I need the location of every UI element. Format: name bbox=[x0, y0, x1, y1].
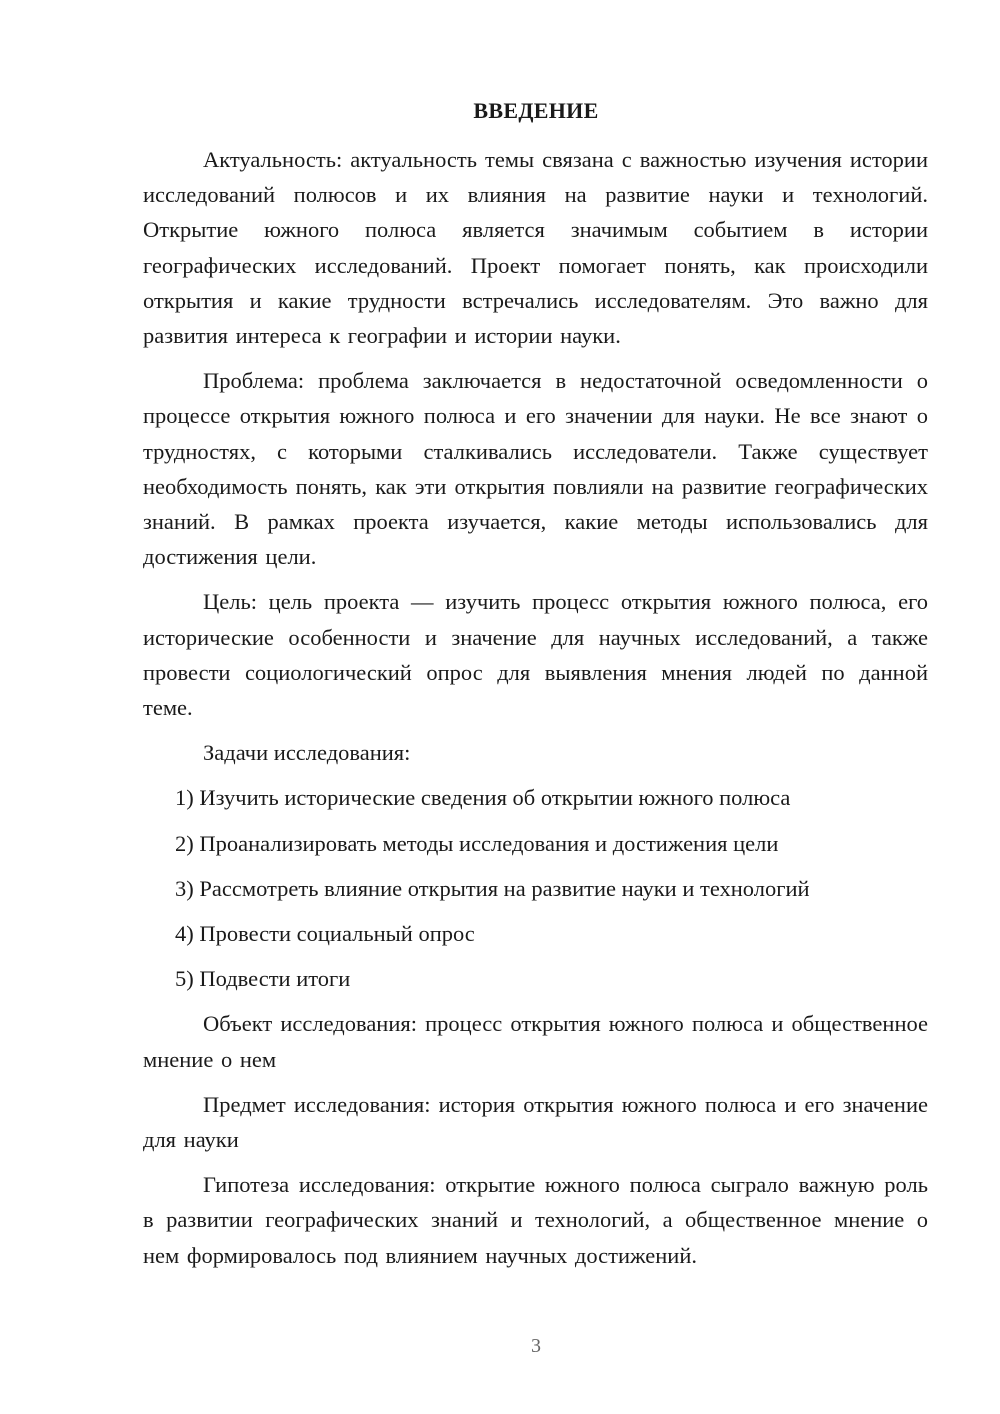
page-number: 3 bbox=[531, 1335, 541, 1357]
paragraph-problem: Проблема: проблема заключается в недостаточной осведомленности о процессе открытия южного полюса и его значении для науки. Не все знают о трудностях, с которыми сталкивались исследователи. Также существует необходимость понять, как эти открытия повлияли на развитие географических знаний. В рамках проекта изучается, какие методы использовались для достижения цели. bbox=[143, 368, 928, 570]
paragraph-subject: Предмет исследования: история открытия южного полюса и его значение для науки bbox=[143, 1091, 928, 1153]
paragraph-relevance: Актуальность: актуальность темы связана с важностью изучения истории исследований полюсов и их влияния на развитие науки и технологий. Открытие южного полюса является значимым событием в истории географических исследований. Проект помогает понять, как происходили открытия и какие трудности встречались исследователям. Это важно для развития интереса к географии и истории науки. bbox=[143, 147, 928, 349]
list-item: 4) Провести социальный опрос bbox=[175, 921, 475, 947]
paragraph-goal: Цель: цель проекта — изучить процесс открытия южного полюса, его исторические особенности и значение для научных исследований, а также провести социологический опрос для выявления мнения людей по данной теме. bbox=[143, 589, 928, 721]
tasks-heading: Задачи исследования: bbox=[203, 740, 411, 766]
paragraph-hypothesis: Гипотеза исследования: открытие южного полюса сыграло важную роль в развитии географических знаний и технологий, а общественное мнение о нем формировалось под влиянием научных достижений. bbox=[143, 1172, 928, 1268]
list-item: 1) Изучить исторические сведения об открытии южного полюса bbox=[175, 785, 791, 811]
document-body bbox=[143, 142, 928, 1283]
list-item: 3) Рассмотреть влияние открытия на развитие науки и технологий bbox=[175, 875, 810, 901]
paragraph-object: Объект исследования: процесс открытия южного полюса и общественное мнение о нем bbox=[143, 1011, 928, 1072]
page-title: ВВЕДЕНИЕ bbox=[473, 98, 599, 123]
list-item: 2) Проанализировать методы исследования и достижения цели bbox=[175, 830, 779, 856]
list-item: 5) Подвести итоги bbox=[175, 966, 351, 992]
